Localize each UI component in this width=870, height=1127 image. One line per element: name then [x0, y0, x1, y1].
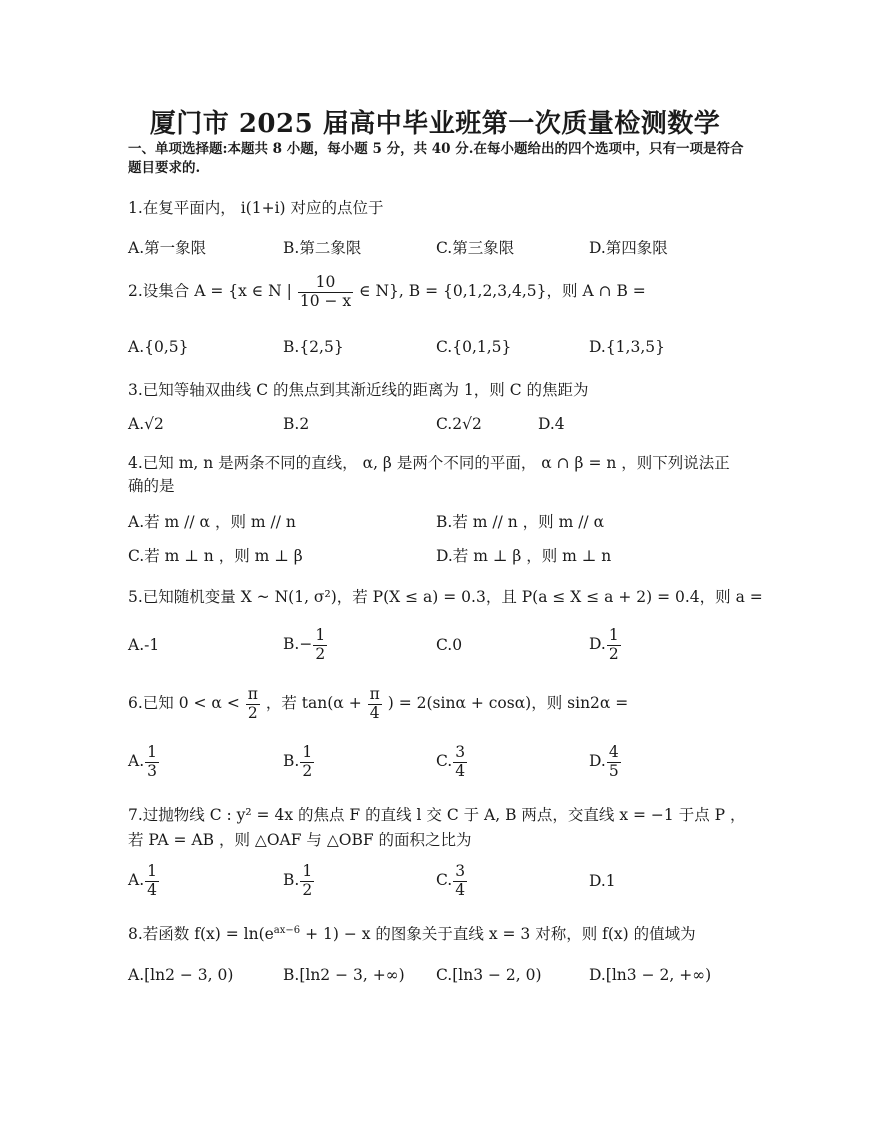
question-8-stem [128, 922, 696, 944]
q6-a-label: A. [128, 752, 145, 770]
q2-frac-den: 10 − x [299, 291, 352, 310]
q3-option-d: D.4 [538, 415, 565, 433]
q5-option-d [589, 627, 622, 663]
q5-b-sign: − [299, 635, 313, 653]
q7-b-fraction [300, 863, 314, 899]
q7-a-fraction [145, 863, 159, 899]
q3-option-b: B.2 [283, 415, 310, 433]
q5-d-den: 2 [608, 644, 619, 663]
q6-a-fraction [145, 744, 159, 780]
q6-frac2-num: π [369, 685, 380, 703]
q6-d-label: D. [589, 752, 606, 770]
q8-option-a: A.[ln2 − 3, 0) [128, 966, 234, 984]
q1-option-a: A.第一象限 [128, 239, 207, 257]
question-3-stem: 3.已知等轴双曲线 C 的焦点到其渐近线的距离为 1，则 C 的焦距为 [128, 381, 589, 399]
q4-option-b: B.若 m // n ，则 m // α [436, 513, 605, 531]
question-4-stem-line1: 4.已知 m, n 是两条不同的直线， α, β 是两个不同的平面， α ∩ β = n ，则下列说法正 [128, 454, 730, 472]
q7-c-den: 4 [455, 880, 466, 899]
q2-option-d: D.{1,3,5} [589, 338, 665, 356]
q2-stem-part1: 2.设集合 A = {x ∈ N | [128, 282, 292, 300]
q4-option-d: D.若 m ⊥ β ，则 m ⊥ n [436, 547, 612, 565]
q6-c-label: C. [436, 752, 453, 770]
q3-option-a: A.√2 [128, 415, 164, 433]
q7-a-num: 1 [147, 862, 157, 880]
q6-part1: 6.已知 0 < α < [128, 694, 240, 712]
question-4-stem-line2: 确的是 [128, 477, 175, 495]
q6-d-fraction [607, 744, 621, 780]
q6-a-num: 1 [147, 743, 157, 761]
q8-option-d: D.[ln3 − 2, +∞) [589, 966, 712, 984]
q6-b-label: B. [283, 752, 300, 770]
q7-option-d: D.1 [589, 872, 616, 890]
q2-frac-num: 10 [298, 274, 353, 293]
q6-c-fraction [453, 744, 467, 780]
q6-part3: ) = 2(sinα + cosα)，则 sin2α = [387, 694, 629, 712]
q4-option-c: C.若 m ⊥ n ，则 m ⊥ β [128, 547, 303, 565]
q7-c-label: C. [436, 871, 453, 889]
q7-a-label: A. [128, 871, 145, 889]
q6-option-b [283, 744, 315, 780]
q7-b-den: 2 [302, 880, 313, 899]
q7-b-num: 1 [302, 862, 313, 880]
q8-part2: + 1) − x 的图象关于直线 x = 3 对称，则 f(x) 的值域为 [300, 925, 696, 943]
q7-c-fraction [453, 863, 467, 899]
q2-option-b: B.{2,5} [283, 338, 344, 356]
q6-a-den: 3 [147, 761, 157, 780]
question-6-stem [128, 686, 628, 722]
question-2-stem [128, 274, 646, 310]
q3-option-c: C.2√2 [436, 415, 482, 433]
q5-b-label: B. [283, 635, 300, 653]
q6-b-den: 2 [302, 761, 313, 780]
q6-d-den: 5 [608, 761, 619, 780]
q5-b-fraction [313, 627, 327, 663]
q6-c-num: 3 [455, 743, 466, 761]
question-5-stem: 5.已知随机变量 X ~ N(1, σ²)，若 P(X ≤ a) = 0.3，且 P(a ≤ X ≤ a + 2) = 0.4，则 a = [128, 588, 763, 606]
section-instructions: 一、单项选择题:本题共 8 小题，每小题 5 分，共 40 分.在每小题给出的四个选项中，只有一项是符合题目要求的. [128, 141, 744, 176]
q7-option-c [436, 863, 468, 899]
q5-d-label: D. [589, 635, 606, 653]
q6-b-num: 1 [302, 743, 313, 761]
q6-option-d [589, 744, 622, 780]
q6-option-c [436, 744, 468, 780]
q2-fraction [298, 274, 353, 310]
q6-d-num: 4 [608, 743, 619, 761]
q8-option-c: C.[ln3 − 2, 0) [436, 966, 542, 984]
q5-option-c: C.0 [436, 636, 463, 654]
q6-b-fraction [300, 744, 314, 780]
q7-option-a [128, 863, 160, 899]
q6-c-den: 4 [455, 761, 466, 780]
q5-b-num: 1 [315, 626, 326, 644]
q6-frac1-num: π [247, 685, 258, 703]
q4-option-a: A.若 m // α ，则 m // n [128, 513, 296, 531]
q6-frac1 [246, 686, 260, 722]
q8-exponent: ax−6 [273, 924, 301, 936]
q6-frac2-den: 4 [369, 703, 380, 722]
q8-option-b: B.[ln2 − 3, +∞) [283, 966, 405, 984]
q6-frac2 [368, 686, 382, 722]
q5-option-b [283, 627, 328, 663]
q7-a-den: 4 [147, 880, 157, 899]
q2-option-c: C.{0,1,5} [436, 338, 512, 356]
q5-d-fraction [607, 627, 621, 663]
question-7-stem-line1: 7.过抛物线 C : y² = 4x 的焦点 F 的直线 l 交 C 于 A, B 两点，交直线 x = −1 于点 P ， [128, 806, 746, 824]
q5-d-num: 1 [608, 626, 619, 644]
q1-option-c: C.第三象限 [436, 239, 515, 257]
q2-option-a: A.{0,5} [128, 338, 189, 356]
q2-stem-part2: ∈ N}, B = {0,1,2,3,4,5}，则 A ∩ B = [359, 282, 646, 300]
question-7-stem-line2: 若 PA = AB ，则 △OAF 与 △OBF 的面积之比为 [128, 831, 472, 849]
q1-option-d: D.第四象限 [589, 239, 668, 257]
q7-b-label: B. [283, 871, 300, 889]
q1-option-b: B.第二象限 [283, 239, 362, 257]
q7-option-b [283, 863, 315, 899]
question-1-stem: 1.在复平面内， i(1+i) 对应的点位于 [128, 199, 384, 217]
q7-c-num: 3 [455, 862, 466, 880]
exam-title: 厦门市 2025 届高中毕业班第一次质量检测数学 [149, 109, 721, 139]
q5-b-den: 2 [315, 644, 326, 663]
q8-part1: 8.若函数 f(x) = ln(e [128, 925, 274, 943]
q6-frac1-den: 2 [247, 703, 258, 722]
q6-option-a [128, 744, 160, 780]
q6-part2: ，若 tan(α + [265, 694, 362, 712]
q5-option-a: A.-1 [128, 636, 160, 654]
